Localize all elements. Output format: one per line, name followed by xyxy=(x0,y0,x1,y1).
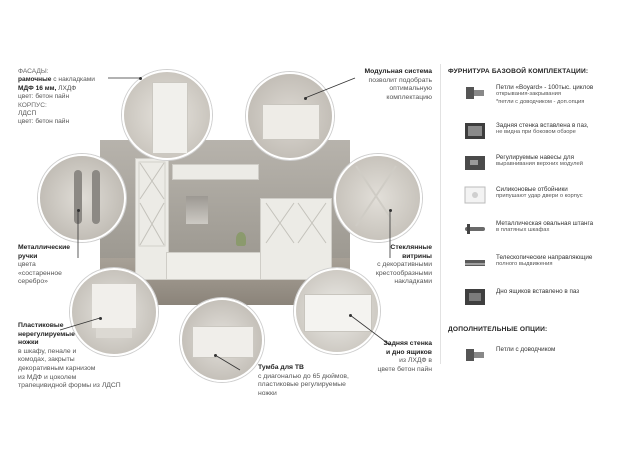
facades-block: ФАСАДЫ: рамочные с накладками МДФ 16 мм, ЛХДФ цвет: бетон пайн КОРПУС: ЛДСП цвет: бетон пайн xyxy=(18,68,110,127)
back-panel-icon xyxy=(464,122,486,140)
callout-legs: Пластиковые нерегулируемые ножки в шкафу, пенале и комодах, закрыты декоративным карнизом из МДФ и цоколем трапецивидной формы из ЛДСП xyxy=(18,322,121,390)
slide-icon xyxy=(464,254,486,272)
pointer-dot xyxy=(77,209,80,212)
door-stop-icon xyxy=(464,186,486,204)
callout-modular: Модульная система позволит подобрать оптимальную комплектацию xyxy=(364,68,432,101)
pointer-dot xyxy=(99,317,102,320)
hardware-item: Телескопические направляющие полного выдвижения xyxy=(448,252,618,276)
pointer-dot xyxy=(349,314,352,317)
hardware-item: Петли «Boyard» - 100тыс. циклов открывания-закрывания *петли с доводчиком - доп.опция xyxy=(448,82,618,106)
hardware-title: ФУРНИТУРА БАЗОВОЙ КОМПЛЕКТАЦИИ: xyxy=(448,68,589,75)
shelf-support-icon xyxy=(464,154,486,172)
hinge-icon xyxy=(464,84,486,102)
hardware-item: Задняя стенка вставлена в паз, не видна при боковом обзоре xyxy=(448,120,618,144)
hardware-item: Дно ящиков вставлено в паз xyxy=(448,286,618,310)
facades-title: ФАСАДЫ: xyxy=(18,68,49,75)
korpus-title: КОРПУС: xyxy=(18,101,47,109)
hardware-item: Силиконовые отбойники припушают удар двери о корпус xyxy=(448,184,618,208)
callout-handles: Металлические ручки цвета «состаренное серебро» xyxy=(18,244,71,286)
callout-glass: Стеклянные витрины с декоративными крестообразными накладками xyxy=(375,244,432,286)
hardware-item: Металлическая овальная штанга в платяных шкафах xyxy=(448,218,618,242)
pointer-dot xyxy=(139,77,142,80)
callout-back-panel: Задняя стенка и дно ящиков из ЛХДФ в цвете бетон пайн xyxy=(377,340,432,373)
pointer-dot xyxy=(304,97,307,100)
soft-close-hinge-icon xyxy=(464,346,486,364)
hardware-panel xyxy=(448,68,618,353)
options-title: ДОПОЛНИТЕЛЬНЫЕ ОПЦИИ: xyxy=(448,326,548,333)
callout-tv-stand: Тумба для ТВ с диагональю до 65 дюймов, пластиковые регулируемые ножки xyxy=(258,364,349,397)
pointer-dot xyxy=(214,354,217,357)
option-item: Петли с доводчиком xyxy=(448,344,618,368)
pointer-dot xyxy=(389,209,392,212)
drawer-bottom-icon xyxy=(464,288,486,306)
rail-icon xyxy=(464,220,486,238)
divider xyxy=(440,64,441,364)
hardware-item: Регулируемые навесы для выравнивания верхних модулей xyxy=(448,152,618,176)
